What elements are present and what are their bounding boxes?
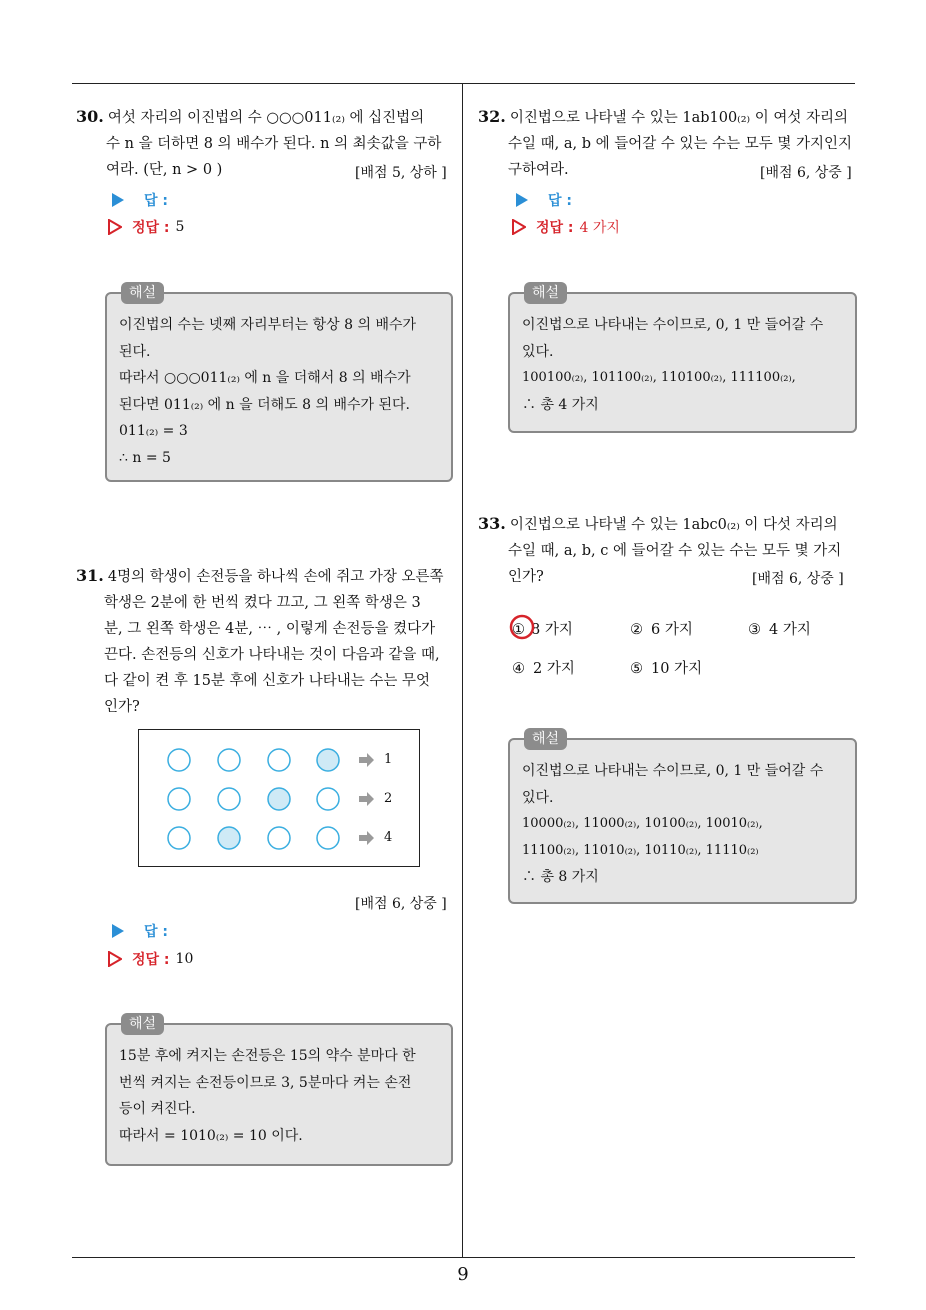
lamp-on <box>268 788 290 810</box>
question-32-number: 32. <box>478 107 506 126</box>
choice-1-mark: ① <box>512 622 525 638</box>
lamp-off <box>317 788 339 810</box>
choice-3-mark: ③ <box>748 622 761 638</box>
answer-triangle-icon <box>516 193 528 207</box>
correct-triangle-icon <box>512 219 526 235</box>
lamp-off <box>168 827 190 849</box>
correct-label: 정답 : <box>132 220 170 236</box>
lamp-on <box>317 749 339 771</box>
answer-triangle-icon <box>112 924 124 938</box>
explanation-line: 된다면 011₍₂₎ 에 n 을 더해도 8 의 배수가 된다. <box>119 396 410 413</box>
question-31-explanation <box>105 1016 453 1166</box>
explanation-line: 따라서 ○○○011₍₂₎ 에 n 을 더해서 8 의 배수가 <box>119 370 411 386</box>
question-32-line-3: 구하여라. <box>508 162 569 178</box>
question-30-points: [배점 5, 상하 ] <box>355 165 447 181</box>
question-30-number: 30. <box>76 107 104 126</box>
choice-4-mark: ④ <box>512 661 525 677</box>
lamp-off <box>168 749 190 771</box>
question-30-explanation <box>105 285 453 482</box>
choice-4[interactable] <box>512 657 575 678</box>
choice-3-text: 4 가지 <box>769 622 811 638</box>
correct-label: 정답 : <box>536 220 574 236</box>
page-number: 9 <box>457 1264 469 1285</box>
explanation-line: 번씩 켜지는 손전등이므로 3, 5분마다 켜는 손전 <box>119 1074 412 1091</box>
correct-value: 4 가지 <box>579 220 620 236</box>
explanation-line: 11100₍₂₎, 11010₍₂₎, 10110₍₂₎, 11110₍₂₎ <box>522 842 759 858</box>
choice-2-text: 6 가지 <box>651 622 693 638</box>
explanation-line: ∴ n = 5 <box>119 449 171 466</box>
choice-1-text: 8 가지 <box>531 622 573 638</box>
choice-5-text: 10 가지 <box>651 661 703 677</box>
signal-value-4: 4 <box>384 830 393 845</box>
explanation-line: 등이 켜진다. <box>119 1101 196 1117</box>
explanation-line: 이진법으로 나타내는 수이므로, 0, 1 만 들어갈 수 <box>522 317 824 333</box>
question-31-answer-row[interactable] <box>108 921 168 941</box>
answer-label: 답 : <box>144 924 168 940</box>
explanation-line: 100100₍₂₎, 101100₍₂₎, 110100₍₂₎, 111100₍₂₎, <box>522 370 796 385</box>
explanation-line: 10000₍₂₎, 11000₍₂₎, 10100₍₂₎, 10010₍₂₎, <box>522 816 763 831</box>
question-32-answer-row[interactable] <box>512 190 572 210</box>
choice-5-mark: ⑤ <box>630 661 643 677</box>
question-30-line-1: 30. 여섯 자리의 이진법의 수 ○○○011₍₂₎ 에 십진법의 <box>76 107 425 126</box>
arrow-icons <box>359 753 374 845</box>
question-32-line-2: 수일 때, a, b 에 들어갈 수 있는 수는 모두 몇 가지인지 <box>508 136 852 152</box>
choice-2[interactable] <box>630 618 693 639</box>
question-30-answer-row[interactable] <box>108 190 168 210</box>
question-30-line-3: 여라. (단, n > 0 ) <box>106 162 223 178</box>
correct-label: 정답 : <box>132 952 170 968</box>
explanation-line: 있다. <box>522 789 554 806</box>
explanation-line: 이진법의 수는 넷째 자리부터는 항상 8 의 배수가 <box>119 317 417 333</box>
question-30-correct-row <box>108 217 184 237</box>
explanation-line: ∴ 총 8 가지 <box>522 869 599 885</box>
explanation-tag: 해설 <box>524 282 567 304</box>
question-33-line-1: 33. 이진법으로 나타낼 수 있는 1abc0₍₂₎ 이 다섯 자리의 <box>478 514 838 533</box>
question-33-points: [배점 6, 상중 ] <box>752 571 844 587</box>
choice-1[interactable] <box>512 618 573 639</box>
question-33-explanation <box>508 731 857 904</box>
signal-value-1: 1 <box>384 752 393 767</box>
question-31-line-1: 31. 4명의 학생이 손전등을 하나씩 손에 쥐고 가장 오른쪽 <box>76 566 444 585</box>
flashlight-grid <box>139 730 419 866</box>
question-32-correct-row <box>512 217 620 237</box>
choice-2-mark: ② <box>630 622 643 638</box>
explanation-line: ∴ 총 4 가지 <box>522 396 599 413</box>
bottom-rule <box>72 1257 855 1258</box>
explanation-line: 있다. <box>522 343 554 360</box>
lamp-off <box>268 827 290 849</box>
lamp-row-2 <box>168 788 339 810</box>
signal-value-2: 2 <box>384 791 393 806</box>
explanation-line: 011₍₂₎ = 3 <box>119 423 188 439</box>
question-31-line-5: 다 같이 켠 후 15분 후에 신호가 나타내는 수는 무엇 <box>104 673 431 689</box>
lamp-row-1 <box>168 749 339 771</box>
lamp-off <box>218 749 240 771</box>
question-31-correct-row <box>108 949 193 969</box>
correct-triangle-icon <box>108 951 122 967</box>
choice-5[interactable] <box>630 657 702 678</box>
answer-label: 답 : <box>548 193 572 209</box>
explanation-line: 15분 후에 켜지는 손전등은 15의 약수 분마다 한 <box>119 1048 416 1064</box>
answer-triangle-icon <box>112 193 124 207</box>
top-rule <box>72 83 855 84</box>
question-31-number: 31. <box>76 566 104 585</box>
answer-label: 답 : <box>144 193 168 209</box>
question-31-points: [배점 6, 상중 ] <box>355 896 447 912</box>
correct-value: 10 <box>175 951 194 967</box>
question-33-line-3: 인가? <box>508 569 544 585</box>
explanation-tag: 해설 <box>121 1013 164 1035</box>
lamp-off <box>218 788 240 810</box>
question-31-line-2: 학생은 2분에 한 번씩 켰다 끄고, 그 왼쪽 학생은 3 <box>104 595 421 611</box>
question-30-line-2: 수 n 을 더하면 8 의 배수가 된다. n 의 최솟값을 구하 <box>106 136 442 152</box>
lamp-off <box>168 788 190 810</box>
lamp-on <box>218 827 240 849</box>
arrow-right-icon <box>359 792 374 806</box>
correct-triangle-icon <box>108 219 122 235</box>
column-divider <box>462 83 463 1258</box>
lamp-row-3 <box>168 827 339 849</box>
choice-3[interactable] <box>748 618 811 639</box>
question-32-points: [배점 6, 상중 ] <box>760 165 852 181</box>
flashlight-figure <box>138 729 420 867</box>
question-31-line-6: 인가? <box>104 699 140 715</box>
question-32-explanation <box>508 285 857 433</box>
question-31-line-3: 분, 그 왼쪽 학생은 4분, ⋯ , 이렇게 손전등을 켰다가 <box>104 621 436 637</box>
question-31-line-4: 끈다. 손전등의 신호가 나타내는 것이 다음과 같을 때, <box>104 647 440 663</box>
explanation-tag: 해설 <box>121 282 164 304</box>
question-32-line-1: 32. 이진법으로 나타낼 수 있는 1ab100₍₂₎ 이 여섯 자리의 <box>478 107 848 126</box>
lamp-off <box>317 827 339 849</box>
choice-4-text: 2 가지 <box>533 661 575 677</box>
lamp-off <box>268 749 290 771</box>
arrow-right-icon <box>359 831 374 845</box>
explanation-line: 된다. <box>119 343 151 360</box>
question-33-line-2: 수일 때, a, b, c 에 들어갈 수 있는 수는 모두 몇 가지 <box>508 543 842 559</box>
question-33-number: 33. <box>478 514 506 533</box>
question-31 <box>76 563 456 720</box>
arrow-right-icon <box>359 753 374 767</box>
correct-value: 5 <box>175 219 185 235</box>
explanation-tag: 해설 <box>524 728 567 750</box>
explanation-line: 이진법으로 나타내는 수이므로, 0, 1 만 들어갈 수 <box>522 763 824 779</box>
explanation-line: 따라서 = 1010₍₂₎ = 10 이다. <box>119 1127 303 1144</box>
